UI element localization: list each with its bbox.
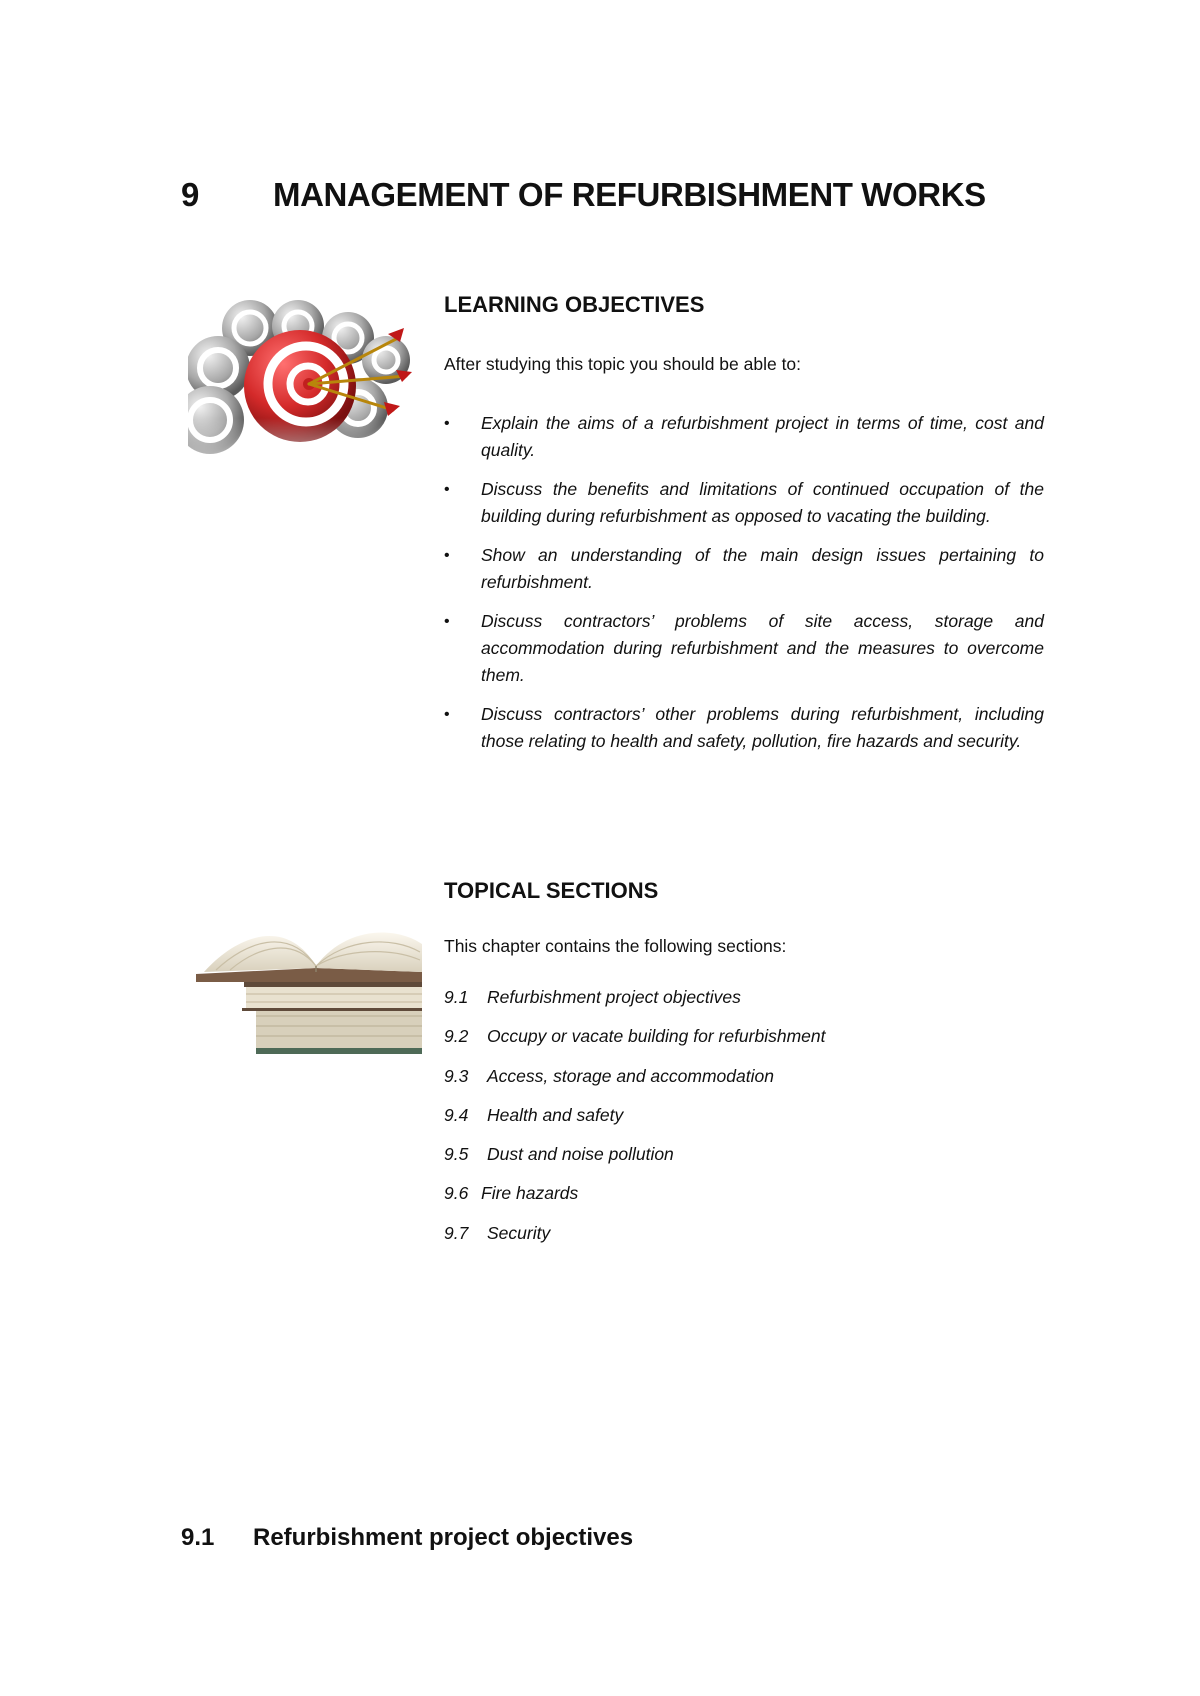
bullet-icon: • [444,613,450,630]
list-item: • Discuss the benefits and limitations of continued occupation of the building during refurbishment as opposed to vacating the building. [444,476,1044,530]
section-heading [181,1524,633,1552]
topical-sections [444,878,1044,1278]
objectives-list [444,410,1044,767]
list-item: • Show an understanding of the main design issues pertaining to refurbishment. [444,542,1044,596]
list-item: 9.7 Security [444,1222,551,1243]
learning-objectives-intro: After studying this topic you should be able to: [444,354,802,374]
topical-sections-intro: This chapter contains the following sections: [444,936,787,956]
chapter-title [181,176,986,214]
section-number: 9.1 [181,1524,215,1551]
list-item: • Discuss contractors’ other problems during refurbishment, including those relating to health and safety, pollution, fire hazards and security. [444,701,1044,755]
bullet-icon: • [444,706,450,723]
list-item: 9.5 Dust and noise pollution [444,1144,674,1165]
bullet-icon: • [444,547,450,564]
bullet-icon: • [444,481,450,498]
list-item: 9.3 Access, storage and accommodation [444,1065,774,1086]
list-item: • Discuss contractors’ problems of site access, storage and accommodation during refurbishment and the measures to overcome them. [444,608,1044,689]
topical-sections-heading: TOPICAL SECTIONS [444,878,659,903]
learning-objectives-heading: LEARNING OBJECTIVES [444,292,705,317]
stack-of-books-icon [196,896,422,1056]
list-item: 9.4 Health and safety [444,1104,624,1125]
chapter-number: 9 [181,176,199,213]
learning-objectives [444,292,1044,812]
list-item: • Explain the aims of a refurbishment project in terms of time, cost and quality. [444,410,1044,464]
list-item: 9.6 Fire hazards [444,1183,579,1204]
list-item: 9.2 Occupy or vacate building for refurbishment [444,1026,826,1047]
target-with-arrows-icon [188,298,418,476]
chapter-title-text: MANAGEMENT OF REFURBISHMENT WORKS [273,176,986,213]
list-item: 9.1 Refurbishment project objectives [444,987,741,1007]
bullet-icon: • [444,415,450,432]
section-title: Refurbishment project objectives [253,1524,634,1551]
sections-list [444,986,826,1261]
